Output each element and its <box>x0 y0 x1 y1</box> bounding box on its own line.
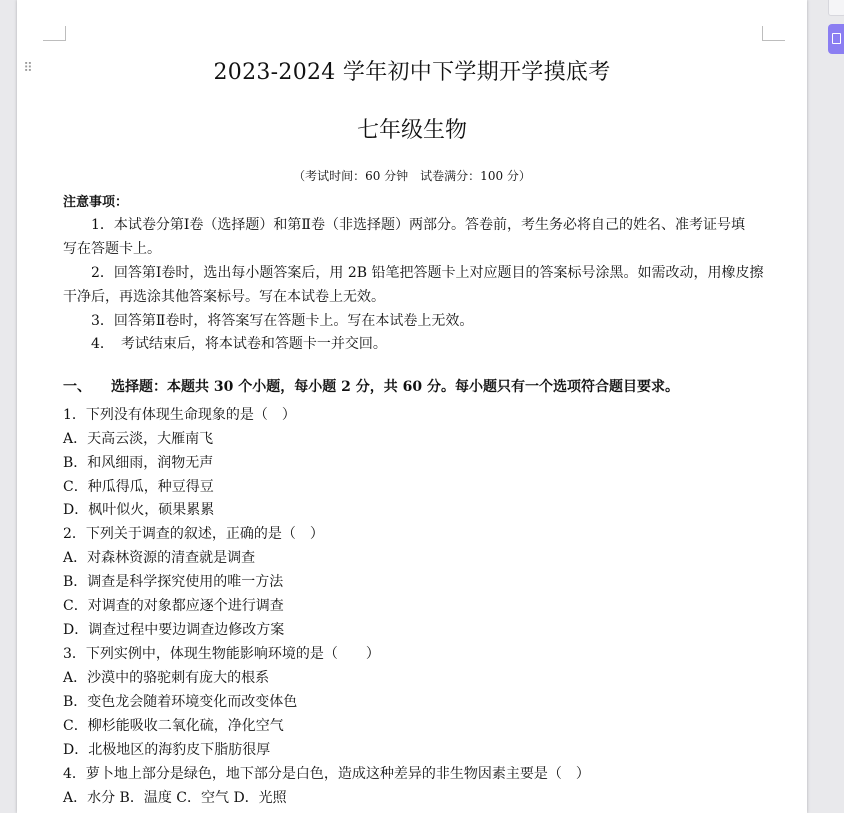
question-stem: 1．下列没有体现生命现象的是（ ） <box>63 407 296 423</box>
document-panel-button[interactable] <box>828 24 844 54</box>
question-option: A．天高云淡，大雁南飞 <box>63 431 214 447</box>
question-option: A．沙漠中的骆驼刺有庞大的根系 <box>63 670 270 686</box>
exam-info: （考试时间：60 分钟 试卷满分：100 分） <box>293 169 531 183</box>
notice-heading: 注意事项： <box>63 195 129 210</box>
notice-line: 干净后，再选涂其他答案标号。写在本试卷上无效。 <box>63 289 385 305</box>
question-option: C．对调查的对象都应逐个进行调查 <box>63 598 284 614</box>
document-page <box>17 0 807 813</box>
document-panel-icon <box>832 33 841 44</box>
section-number: 一、 <box>63 379 91 395</box>
question-option: A．对森林资源的清查就是调查 <box>63 550 256 566</box>
question-option: A．水分 B．温度 C．空气 D．光照 <box>63 790 287 806</box>
toolbar-top-button[interactable] <box>828 0 844 16</box>
notice-line: 3．回答第Ⅱ卷时，将答案写在答题卡上。写在本试卷上无效。 <box>91 313 474 329</box>
question-option: B．和风细雨，润物无声 <box>63 455 214 471</box>
question-option: D．枫叶似火，硕果累累 <box>63 502 215 518</box>
question-option: B．调查是科学探究使用的唯一方法 <box>63 574 284 590</box>
question-option: B．变色龙会随着环境变化而改变体色 <box>63 694 298 710</box>
question-stem: 4．萝卜地上部分是绿色，地下部分是白色，造成这种差异的非生物因素主要是（ ） <box>63 766 590 782</box>
document-title: 2023-2024 学年初中下学期开学摸底考 <box>213 60 611 85</box>
notice-line: 1．本试卷分第Ⅰ卷（选择题）和第Ⅱ卷（非选择题）两部分。答卷前，考生务必将自己的姓名、准考证号填 <box>91 217 745 233</box>
page-margin-mark-left <box>43 26 66 41</box>
question-stem: 2．下列关于调查的叙述，正确的是（ ） <box>63 526 324 542</box>
document-subtitle: 七年级生物 <box>356 118 467 143</box>
section-heading <box>63 376 679 396</box>
section-text: 选择题：本题共 30 个小题，每小题 2 分，共 60 分。每小题只有一个选项符合题目要求。 <box>111 379 679 395</box>
notice-line: 4． 考试结束后，将本试卷和答题卡一并交回。 <box>91 336 387 352</box>
question-option: D．调查过程中要边调查边修改方案 <box>63 622 285 638</box>
notice-line: 2．回答第Ⅰ卷时，选出每小题答案后，用 2B 铅笔把答题卡上对应题目的答案标号涂黑。如需改动，用橡皮擦 <box>91 265 764 281</box>
question-option: D．北极地区的海豹皮下脂肪很厚 <box>63 742 271 758</box>
right-toolbar <box>826 0 844 813</box>
question-option: C．种瓜得瓜，种豆得豆 <box>63 479 214 495</box>
drag-handle-icon[interactable]: ⠿ <box>23 61 33 76</box>
question-option: C．柳杉能吸收二氧化硫，净化空气 <box>63 718 284 734</box>
page-margin-mark-right <box>762 26 785 41</box>
notice-line: 写在答题卡上。 <box>63 241 161 257</box>
question-stem: 3．下列实例中，体现生物能影响环境的是（ ） <box>63 646 380 662</box>
